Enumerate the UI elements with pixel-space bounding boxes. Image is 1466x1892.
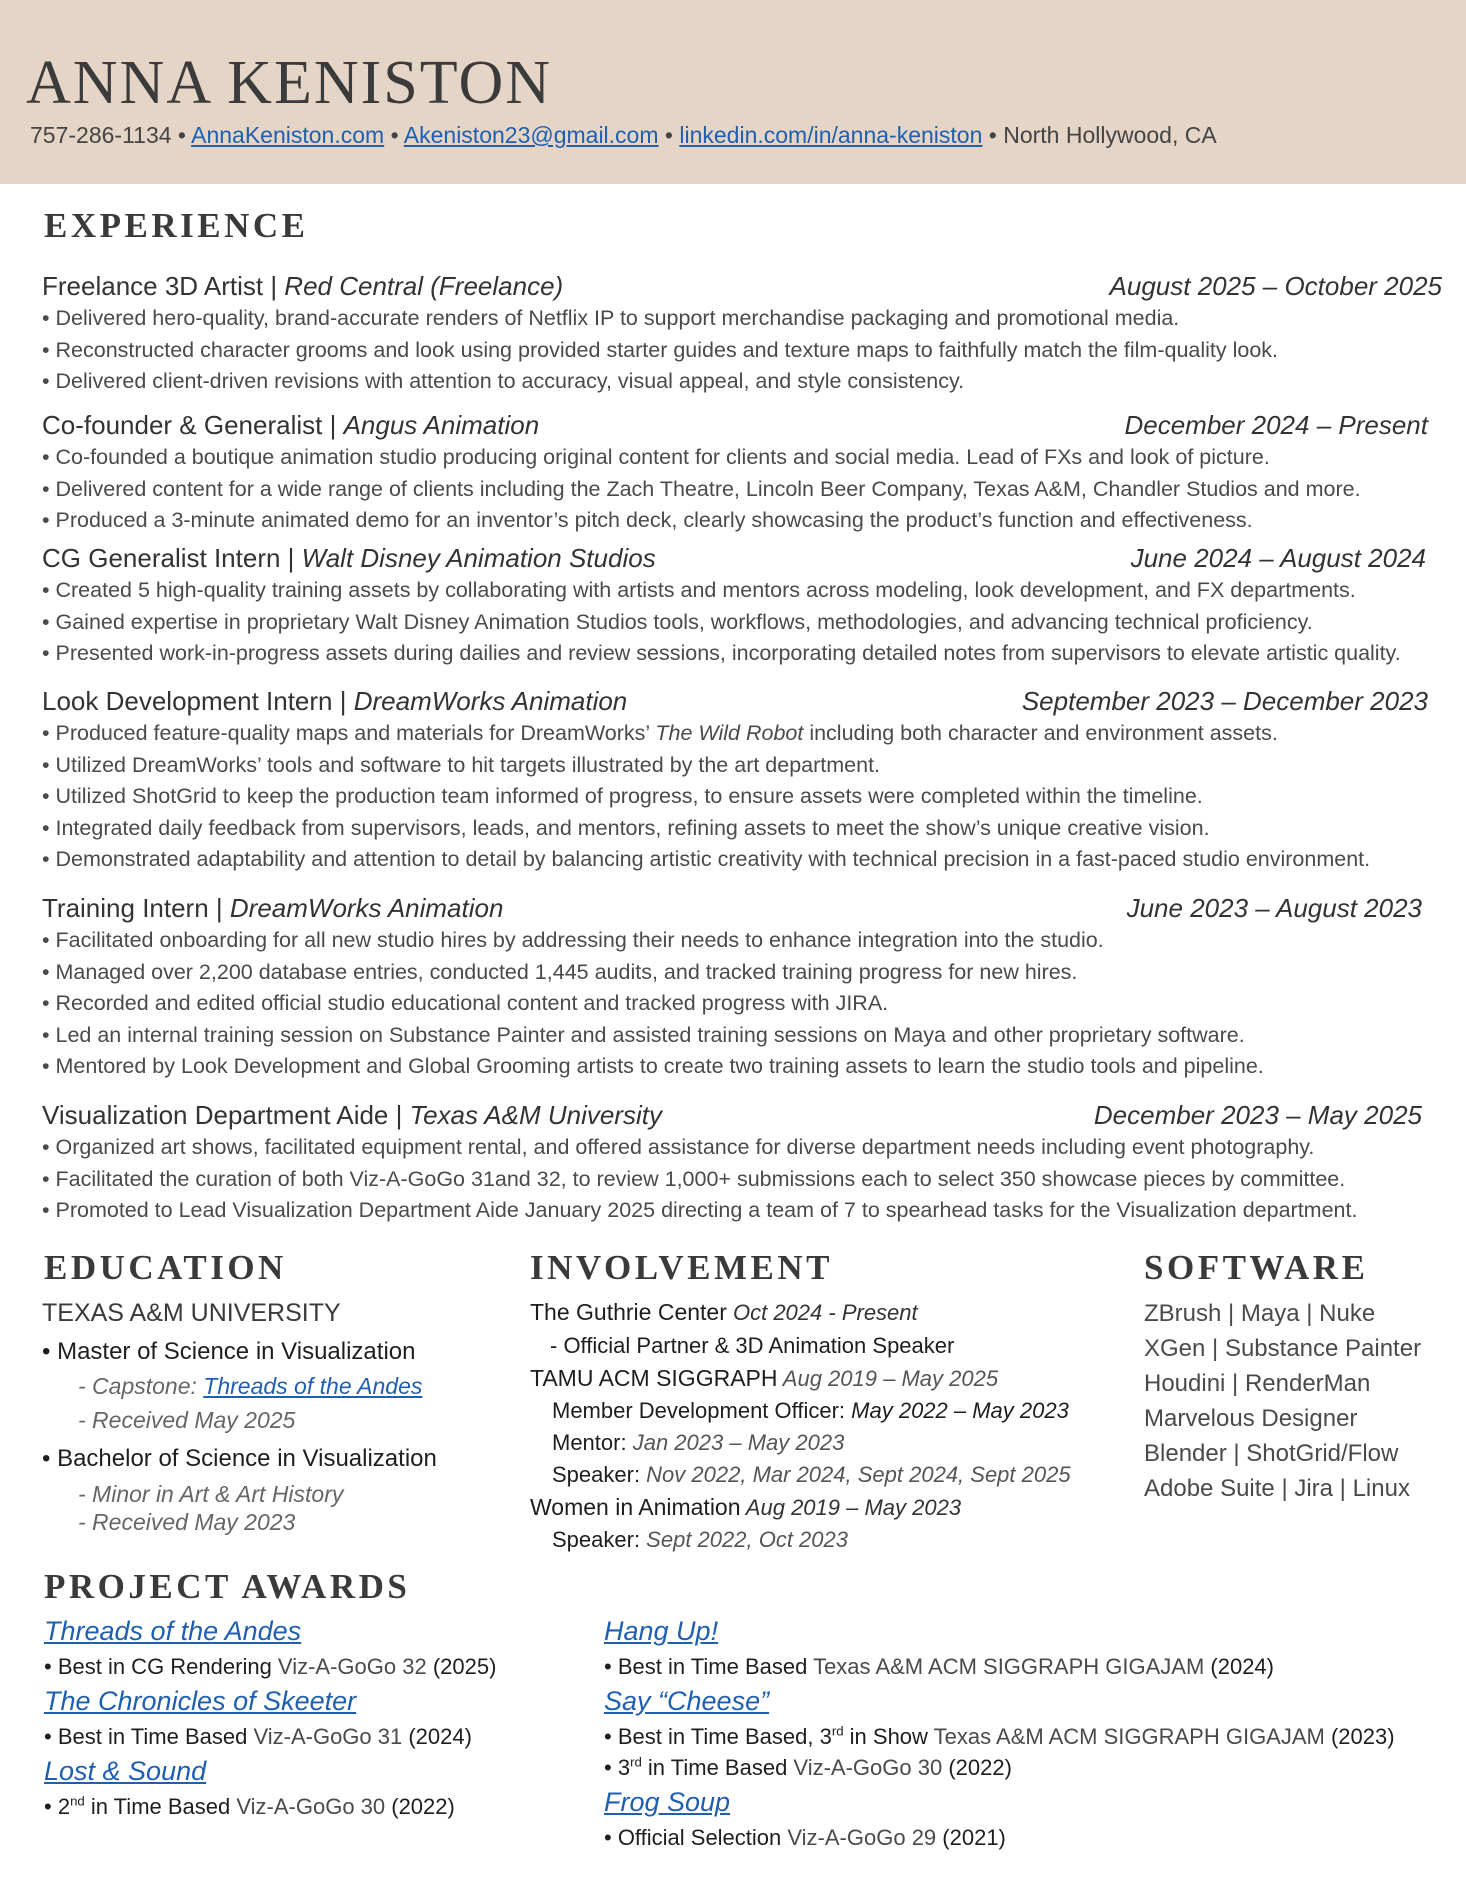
involvement-acm-role: Speaker: Nov 2022, Mar 2024, Sept 2024, Sept 2025 bbox=[552, 1462, 1071, 1487]
separator: • bbox=[658, 122, 680, 148]
software-line: XGen | Substance Painter bbox=[1144, 1335, 1422, 1362]
job-title: Freelance 3D Artist | bbox=[42, 271, 285, 301]
job-org: DreamWorks Animation bbox=[353, 686, 628, 716]
bullet: • Utilized ShotGrid to keep the production team informed of progress, to ensure assets were completed within the timeline. bbox=[42, 784, 1203, 808]
software-line: Houdini | RenderMan bbox=[1144, 1370, 1371, 1397]
separator: • bbox=[384, 122, 404, 148]
job-title: Look Development Intern | bbox=[42, 686, 354, 716]
software-line: Marvelous Designer bbox=[1144, 1405, 1358, 1432]
bs-received: - Received May 2023 bbox=[78, 1509, 296, 1535]
job-header bbox=[42, 1098, 1442, 1132]
job-dates: December 2024 – Present bbox=[1124, 410, 1428, 440]
job-dreamworks-lookdev bbox=[42, 684, 1442, 876]
job-org: DreamWorks Animation bbox=[229, 893, 504, 923]
job-angus-animation bbox=[42, 408, 1442, 537]
bullet: • Facilitated onboarding for all new studio hires by addressing their needs to enhance integration into the studio. bbox=[42, 928, 1104, 952]
job-bullets bbox=[42, 303, 1442, 398]
job-header bbox=[42, 891, 1442, 925]
bullet: • Promoted to Lead Visualization Department Aide January 2025 directing a team of 7 to spearhead tasks for the Visualization department. bbox=[42, 1198, 1358, 1222]
bullet: • Delivered hero-quality, brand-accurate renders of Netflix IP to support merchandise packaging and promotional media. bbox=[42, 306, 1180, 330]
job-title: Co-founder & Generalist | bbox=[42, 410, 344, 440]
degree-ms: • Master of Science in Visualization bbox=[42, 1338, 416, 1365]
job-dreamworks-training bbox=[42, 891, 1442, 1083]
bullet: • Mentored by Look Development and Global Grooming artists to create two training assets to learn the studio tools and pipeline. bbox=[42, 1054, 1264, 1078]
award-project-link[interactable]: Say “Cheese” bbox=[604, 1686, 770, 1716]
capstone: - Capstone: Threads of the Andes bbox=[78, 1373, 423, 1399]
award-line: • 2nd in Time Based Viz-A-GoGo 30 (2022) bbox=[44, 1793, 455, 1819]
involvement-acm: TAMU ACM SIGGRAPH Aug 2019 – May 2025 bbox=[530, 1365, 999, 1391]
job-header bbox=[42, 541, 1442, 575]
bullet: • Presented work-in-progress assets during dailies and review sessions, incorporating detailed notes from supervisors to elevate artistic quality. bbox=[42, 641, 1401, 665]
degree-bs: • Bachelor of Science in Visualization bbox=[42, 1445, 437, 1472]
bullet: • Produced feature-quality maps and materials for DreamWorks’ The Wild Robot including both character and environment assets. bbox=[42, 721, 1278, 745]
involvement-wia-role: Speaker: Sept 2022, Oct 2023 bbox=[552, 1527, 848, 1552]
header-band bbox=[0, 0, 1466, 184]
software-heading: SOFTWARE bbox=[1144, 1248, 1369, 1287]
awards-right-column bbox=[604, 1614, 1444, 1855]
involvement-heading: INVOLVEMENT bbox=[530, 1248, 833, 1287]
bullet: • Demonstrated adaptability and attention to detail by balancing artistic creativity with technical precision in a fast-paced studio environment. bbox=[42, 847, 1371, 871]
job-org: Walt Disney Animation Studios bbox=[301, 543, 656, 573]
bullet: • Co-founded a boutique animation studio producing original content for clients and social media. Lead of FXs and look of picture. bbox=[42, 445, 1270, 469]
job-title: Visualization Department Aide | bbox=[42, 1100, 410, 1130]
bullet: • Facilitated the curation of both Viz-A-GoGo 31and 32, to review 1,000+ submissions each to select 350 showcase pieces by committee. bbox=[42, 1166, 1346, 1191]
job-org: Angus Animation bbox=[343, 410, 540, 440]
job-dates: August 2025 – October 2025 bbox=[1109, 271, 1442, 301]
school-name: TEXAS A&M UNIVERSITY bbox=[42, 1299, 341, 1327]
bullet: • Managed over 2,200 database entries, conducted 1,445 audits, and tracked training progress for new hires. bbox=[42, 959, 1078, 984]
job-header bbox=[42, 684, 1442, 718]
capstone-link[interactable]: Threads of the Andes bbox=[203, 1373, 423, 1399]
job-bullets bbox=[42, 1132, 1442, 1227]
software-line: Blender | ShotGrid/Flow bbox=[1144, 1440, 1399, 1467]
award-project-link[interactable]: Lost & Sound bbox=[44, 1756, 207, 1786]
job-bullets bbox=[42, 442, 1442, 537]
involvement-guthrie-role: - Official Partner & 3D Animation Speaker bbox=[550, 1333, 955, 1358]
bullet: • Produced a 3-minute animated demo for an inventor’s pitch deck, clearly showcasing the product’s function and effectiveness. bbox=[42, 508, 1253, 532]
involvement-acm-role: Member Development Officer: May 2022 – May 2023 bbox=[552, 1398, 1069, 1423]
involvement-section bbox=[530, 1296, 1090, 1556]
job-bullets bbox=[42, 575, 1442, 670]
job-org: Texas A&M University bbox=[409, 1100, 662, 1130]
software-line: ZBrush | Maya | Nuke bbox=[1144, 1300, 1376, 1327]
awards-left-column bbox=[44, 1614, 584, 1824]
job-header bbox=[42, 408, 1442, 442]
award-project-link[interactable]: Threads of the Andes bbox=[44, 1616, 302, 1646]
bullet: • Reconstructed character grooms and look using provided starter guides and texture maps to faithfully match the film-quality look. bbox=[42, 337, 1279, 362]
job-dates: December 2023 – May 2025 bbox=[1093, 1100, 1422, 1130]
job-header bbox=[42, 269, 1442, 303]
linkedin-link[interactable]: linkedin.com/in/anna-keniston bbox=[679, 122, 983, 148]
separator: • bbox=[171, 122, 192, 148]
film-title: The Wild Robot bbox=[655, 721, 804, 745]
involvement-wia: Women in Animation Aug 2019 – May 2023 bbox=[530, 1494, 962, 1520]
award-line: • 3rd in Time Based Viz-A-GoGo 30 (2022) bbox=[604, 1754, 1012, 1780]
email-link[interactable]: Akeniston23@gmail.com bbox=[403, 122, 659, 148]
involvement-acm-role: Mentor: Jan 2023 – May 2023 bbox=[552, 1430, 845, 1455]
bullet: • Integrated daily feedback from supervisors, leads, and mentors, refining assets to meet the show’s unique creative vision. bbox=[42, 815, 1210, 840]
award-line: • Best in Time Based, 3rd in Show Texas A&M ACM SIGGRAPH GIGAJAM (2023) bbox=[604, 1723, 1395, 1749]
bullet: • Delivered client-driven revisions with attention to accuracy, visual appeal, and style consistency. bbox=[42, 369, 965, 393]
award-line: • Best in CG Rendering Viz-A-GoGo 32 (2025) bbox=[44, 1654, 497, 1679]
bs-minor: - Minor in Art & Art History bbox=[78, 1481, 344, 1507]
phone: 757-286-1134 bbox=[30, 122, 172, 148]
bullet: • Led an internal training session on Substance Painter and assisted training sessions on Maya and other proprietary software. bbox=[42, 1022, 1245, 1047]
job-org: Red Central (Freelance) bbox=[284, 271, 564, 301]
job-walt-disney bbox=[42, 541, 1442, 670]
bullet: • Recorded and edited official studio educational content and tracked progress with JIRA. bbox=[42, 991, 889, 1015]
name: ANNA KENISTON bbox=[26, 49, 553, 117]
award-project-link[interactable]: Hang Up! bbox=[604, 1616, 719, 1646]
experience-heading: EXPERIENCE bbox=[44, 206, 309, 245]
job-title: CG Generalist Intern | bbox=[42, 543, 302, 573]
award-line: • Best in Time Based Viz-A-GoGo 31 (2024) bbox=[44, 1724, 472, 1749]
bullet: • Utilized DreamWorks’ tools and software to hit targets illustrated by the art department. bbox=[42, 752, 881, 777]
software-section bbox=[1144, 1296, 1444, 1506]
involvement-guthrie: The Guthrie Center Oct 2024 - Present bbox=[530, 1299, 918, 1325]
job-bullets bbox=[42, 925, 1442, 1083]
job-texas-am-aide bbox=[42, 1098, 1442, 1227]
job-dates: June 2023 – August 2023 bbox=[1126, 893, 1422, 923]
bullet: • Created 5 high-quality training assets by collaborating with artists and mentors across modeling, look development, and FX departments. bbox=[42, 578, 1356, 602]
job-bullets bbox=[42, 718, 1442, 876]
software-line: Adobe Suite | Jira | Linux bbox=[1144, 1475, 1410, 1502]
job-red-central bbox=[42, 269, 1442, 398]
award-line: • Official Selection Viz-A-GoGo 29 (2021) bbox=[604, 1825, 1006, 1850]
bullet: • Delivered content for a wide range of clients including the Zach Theatre, Lincoln Beer Company, Texas A&M, Chandler Studios and more. bbox=[42, 476, 1361, 501]
contact-line bbox=[30, 122, 1217, 149]
award-line: • Best in Time Based Texas A&M ACM SIGGRAPH GIGAJAM (2024) bbox=[604, 1654, 1274, 1679]
awards-heading: PROJECT AWARDS bbox=[44, 1567, 411, 1606]
education-section bbox=[42, 1296, 502, 1536]
award-project-link[interactable]: Frog Soup bbox=[604, 1787, 731, 1817]
job-dates: September 2023 – December 2023 bbox=[1021, 686, 1428, 716]
job-title: Training Intern | bbox=[42, 893, 230, 923]
separator: • bbox=[982, 122, 1004, 148]
bullet: • Organized art shows, facilitated equipment rental, and offered assistance for diverse department needs including event photography. bbox=[42, 1135, 1315, 1159]
ms-received: - Received May 2025 bbox=[78, 1407, 296, 1433]
award-project-link[interactable]: The Chronicles of Skeeter bbox=[44, 1686, 357, 1716]
bullet: • Gained expertise in proprietary Walt Disney Animation Studios tools, workflows, methodologies, and advancing technical proficiency. bbox=[42, 609, 1313, 634]
location: North Hollywood, CA bbox=[1003, 122, 1217, 148]
website-link[interactable]: AnnaKeniston.com bbox=[191, 122, 385, 148]
education-heading: EDUCATION bbox=[44, 1248, 287, 1287]
job-dates: June 2024 – August 2024 bbox=[1130, 543, 1426, 573]
